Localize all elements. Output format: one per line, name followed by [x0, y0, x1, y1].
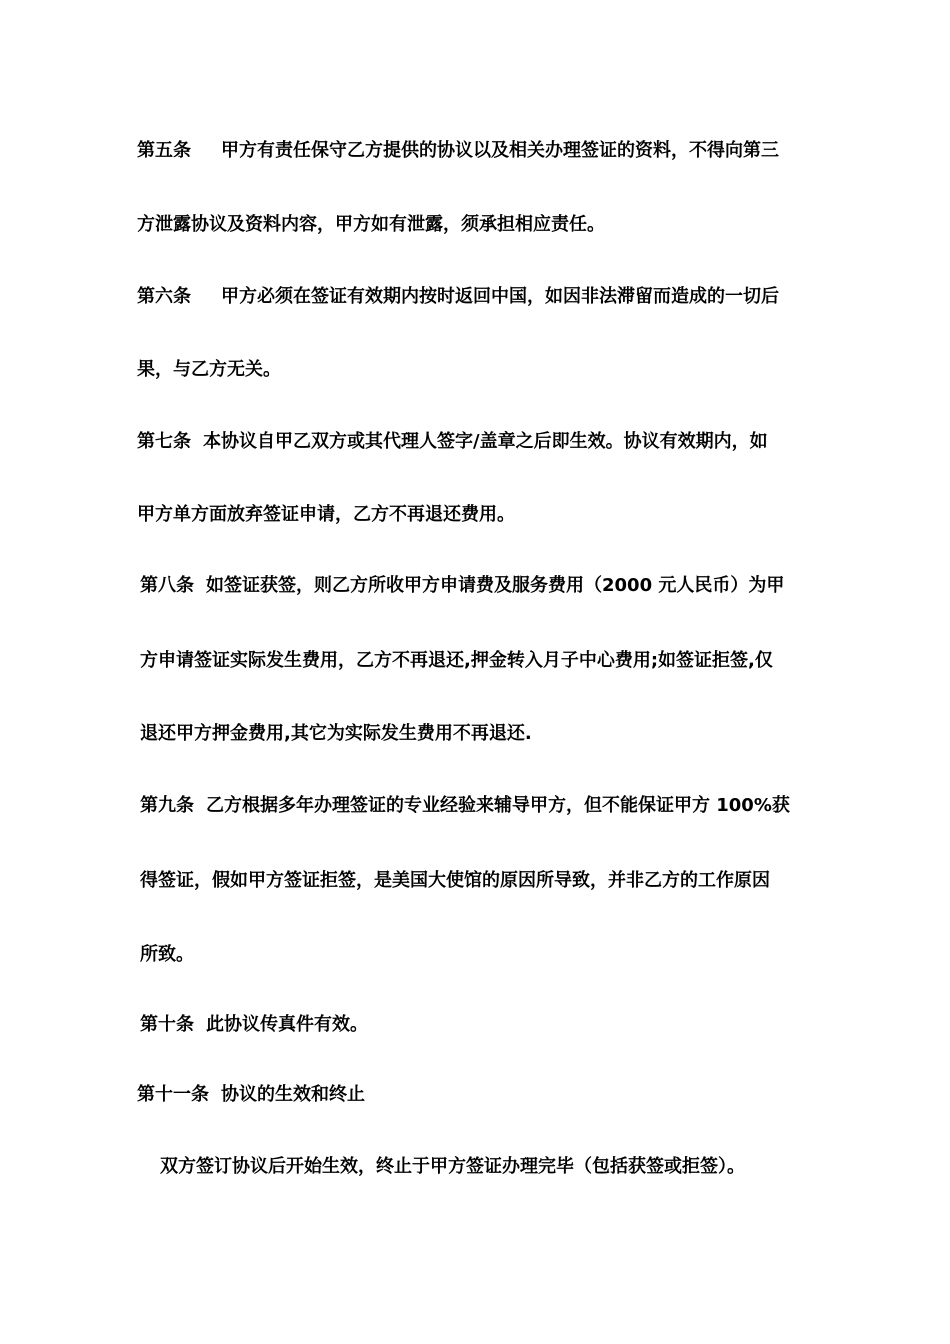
article-9-text-2: 得签证，假如甲方签证拒签，是美国大使馆的原因所导致，并非乙方的工作原因 [140, 870, 770, 891]
article-10-heading: 第十条 [140, 1014, 194, 1035]
article-8-line-3 [140, 722, 532, 746]
article-10-line-1 [140, 1013, 368, 1037]
article-11-line-1 [137, 1083, 365, 1107]
article-8-text-3: 退还甲方押金费用,其它为实际发生费用不再退还. [140, 723, 532, 744]
article-8-line-2 [140, 649, 773, 673]
article-5-text-1: 甲方有责任保守乙方提供的协议以及相关办理签证的资料，不得向第三 [221, 140, 779, 161]
article-8-text-1: 如签证获签，则乙方所收甲方申请费及服务费用（2000 元人民币）为甲 [206, 575, 785, 596]
article-11-text-1: 协议的生效和终止 [221, 1084, 365, 1105]
article-9-heading: 第九条 [140, 795, 194, 816]
article-7-heading: 第七条 [137, 431, 191, 452]
article-7-text-2: 甲方单方面放弃签证申请，乙方不再退还费用。 [137, 504, 515, 525]
article-6-heading: 第六条 [137, 286, 191, 307]
article-9-line-2 [140, 869, 770, 893]
article-9-text-3: 所致。 [140, 944, 194, 965]
article-8-text-2: 方申请签证实际发生费用，乙方不再退还,押金转入月子中心费用;如签证拒签,仅 [140, 650, 773, 671]
article-6-text-2: 果，与乙方无关。 [137, 359, 281, 380]
article-5-line-1 [137, 139, 779, 163]
article-9-line-3 [140, 943, 194, 967]
article-8-heading: 第八条 [140, 575, 194, 596]
article-9-line-1 [140, 794, 790, 818]
article-10-text-1: 此协议传真件有效。 [206, 1014, 368, 1035]
article-7-line-1 [137, 430, 768, 454]
article-7-line-2 [137, 503, 515, 527]
article-8-line-1 [140, 574, 784, 598]
article-7-text-1: 本协议自甲乙双方或其代理人签字/盖章之后即生效。协议有效期内，如 [203, 431, 768, 452]
article-11-line-2 [160, 1155, 745, 1179]
article-9-text-1: 乙方根据多年办理签证的专业经验来辅导甲方，但不能保证甲方 100%获 [206, 795, 790, 816]
article-6-line-1 [137, 285, 779, 309]
article-6-text-1: 甲方必须在签证有效期内按时返回中国，如因非法滞留而造成的一切后 [221, 286, 779, 307]
article-5-heading: 第五条 [137, 140, 191, 161]
article-11-heading: 第十一条 [137, 1084, 209, 1105]
article-11-text-2: 双方签订协议后开始生效，终止于甲方签证办理完毕（包括获签或拒签）。 [160, 1156, 745, 1177]
article-5-text-2: 方泄露协议及资料内容，甲方如有泄露，须承担相应责任。 [137, 214, 605, 235]
article-6-line-2 [137, 358, 281, 382]
article-5-line-2 [137, 213, 605, 237]
